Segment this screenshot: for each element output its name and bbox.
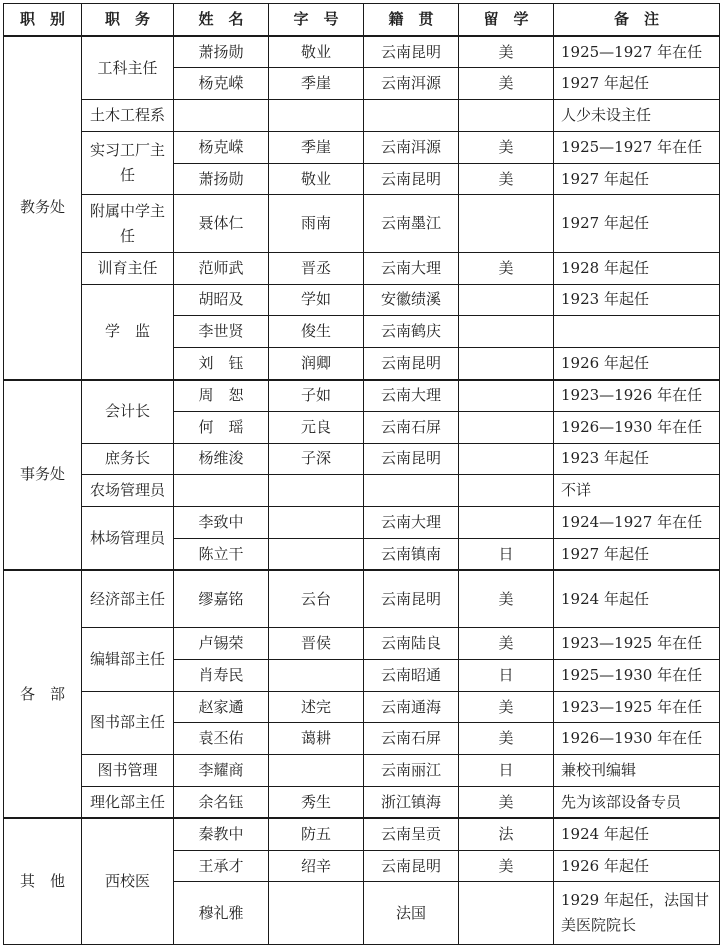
abroad-cell: 美 (459, 131, 554, 163)
abroad-cell (459, 195, 554, 252)
name-cell: 萧扬勋 (174, 163, 269, 195)
post-cell: 学 监 (82, 284, 174, 379)
abroad-cell: 日 (459, 755, 554, 787)
abroad-cell: 美 (459, 68, 554, 100)
courtesy-cell: 蔼耕 (269, 723, 364, 755)
name-cell: 杨克嵘 (174, 68, 269, 100)
note-cell: 1925—1927 年在任 (554, 36, 720, 68)
staff-table (3, 3, 720, 945)
abroad-cell: 美 (459, 252, 554, 284)
table-row (4, 252, 720, 284)
note-cell: 不详 (554, 475, 720, 507)
note-cell: 1925—1927 年在任 (554, 131, 720, 163)
table-row (4, 628, 720, 660)
courtesy-cell (269, 475, 364, 507)
abroad-cell (459, 443, 554, 475)
post-cell: 西校医 (82, 818, 174, 944)
name-cell: 秦教中 (174, 818, 269, 850)
courtesy-cell: 晋侯 (269, 628, 364, 660)
name-cell: 袁丕佑 (174, 723, 269, 755)
name-cell: 聂体仁 (174, 195, 269, 252)
courtesy-cell (269, 882, 364, 945)
origin-cell: 云南石屏 (364, 411, 459, 443)
origin-cell: 云南昆明 (364, 348, 459, 380)
post-cell: 训育主任 (82, 252, 174, 284)
courtesy-cell: 润卿 (269, 348, 364, 380)
courtesy-cell: 学如 (269, 284, 364, 316)
courtesy-cell: 防五 (269, 818, 364, 850)
table-row (4, 755, 720, 787)
courtesy-cell: 俊生 (269, 316, 364, 348)
name-cell: 王承才 (174, 850, 269, 882)
note-cell: 1927 年起任 (554, 163, 720, 195)
origin-cell: 云南丽江 (364, 755, 459, 787)
post-cell: 实习工厂主任 (82, 131, 174, 195)
courtesy-cell: 子如 (269, 380, 364, 412)
origin-cell: 云南昆明 (364, 36, 459, 68)
name-cell: 杨克嵘 (174, 131, 269, 163)
name-cell: 杨维浚 (174, 443, 269, 475)
origin-cell: 云南呈贡 (364, 818, 459, 850)
note-cell: 1923—1925 年在任 (554, 691, 720, 723)
origin-cell: 云南大理 (364, 507, 459, 539)
group-others (4, 818, 720, 944)
courtesy-cell: 雨南 (269, 195, 364, 252)
origin-cell: 云南墨江 (364, 195, 459, 252)
group-general-affairs (4, 380, 720, 571)
origin-cell (364, 100, 459, 132)
name-cell: 周 恕 (174, 380, 269, 412)
origin-cell (364, 475, 459, 507)
abroad-cell (459, 348, 554, 380)
courtesy-cell: 季崖 (269, 131, 364, 163)
post-cell: 附属中学主任 (82, 195, 174, 252)
note-cell: 1927 年起任 (554, 195, 720, 252)
name-cell: 穆礼雅 (174, 882, 269, 945)
note-cell: 1927 年起任 (554, 68, 720, 100)
header-name: 姓 名 (174, 4, 269, 37)
abroad-cell (459, 475, 554, 507)
abroad-cell: 美 (459, 628, 554, 660)
group-academic-affairs (4, 36, 720, 380)
origin-cell: 云南石屏 (364, 723, 459, 755)
note-cell: 兼校刊编辑 (554, 755, 720, 787)
table-row (4, 787, 720, 819)
header-row (4, 4, 720, 37)
note-cell: 1929 年起任，法国甘美医院院长 (554, 882, 720, 945)
abroad-cell (459, 316, 554, 348)
table-header (4, 4, 720, 37)
abroad-cell (459, 507, 554, 539)
name-cell: 何 瑶 (174, 411, 269, 443)
abroad-cell: 法 (459, 818, 554, 850)
courtesy-cell: 云台 (269, 570, 364, 627)
post-cell: 会计长 (82, 380, 174, 444)
courtesy-cell (269, 507, 364, 539)
table-row (4, 36, 720, 68)
abroad-cell: 日 (459, 659, 554, 691)
origin-cell: 安徽绩溪 (364, 284, 459, 316)
courtesy-cell: 绍辛 (269, 850, 364, 882)
post-cell: 编辑部主任 (82, 628, 174, 692)
table-row (4, 131, 720, 163)
abroad-cell (459, 380, 554, 412)
abroad-cell (459, 100, 554, 132)
origin-cell: 云南洱源 (364, 68, 459, 100)
note-cell: 1926 年起任 (554, 348, 720, 380)
courtesy-cell: 季崖 (269, 68, 364, 100)
origin-cell: 云南昆明 (364, 163, 459, 195)
post-cell: 图书管理 (82, 755, 174, 787)
note-cell: 1923 年起任 (554, 284, 720, 316)
name-cell: 刘 钰 (174, 348, 269, 380)
name-cell: 萧扬勋 (174, 36, 269, 68)
table-row (4, 100, 720, 132)
table-row (4, 507, 720, 539)
name-cell: 卢锡荣 (174, 628, 269, 660)
header-abroad: 留 学 (459, 4, 554, 37)
origin-cell: 云南镇南 (364, 538, 459, 570)
name-cell: 陈立干 (174, 538, 269, 570)
post-cell: 农场管理员 (82, 475, 174, 507)
table-row (4, 570, 720, 627)
courtesy-cell: 敬业 (269, 163, 364, 195)
abroad-cell: 美 (459, 163, 554, 195)
note-cell: 1926—1930 年在任 (554, 723, 720, 755)
courtesy-cell: 元良 (269, 411, 364, 443)
name-cell: 范师武 (174, 252, 269, 284)
dept-cell: 教务处 (4, 36, 82, 380)
name-cell: 李世贤 (174, 316, 269, 348)
abroad-cell: 美 (459, 36, 554, 68)
post-cell: 图书部主任 (82, 691, 174, 755)
note-cell: 先为该部设备专员 (554, 787, 720, 819)
note-cell: 1926 年起任 (554, 850, 720, 882)
table-row (4, 195, 720, 252)
header-dept: 职 别 (4, 4, 82, 37)
name-cell: 李耀商 (174, 755, 269, 787)
abroad-cell (459, 882, 554, 945)
abroad-cell: 美 (459, 691, 554, 723)
origin-cell: 云南昭通 (364, 659, 459, 691)
origin-cell: 云南昆明 (364, 850, 459, 882)
origin-cell: 云南大理 (364, 380, 459, 412)
courtesy-cell (269, 755, 364, 787)
header-origin: 籍 贯 (364, 4, 459, 37)
note-cell: 1923—1925 年在任 (554, 628, 720, 660)
header-note: 备 注 (554, 4, 720, 37)
name-cell: 赵家遹 (174, 691, 269, 723)
origin-cell: 法国 (364, 882, 459, 945)
courtesy-cell: 晋丞 (269, 252, 364, 284)
origin-cell: 云南通海 (364, 691, 459, 723)
note-cell: 1926—1930 年在任 (554, 411, 720, 443)
post-cell: 庶务长 (82, 443, 174, 475)
table-row (4, 380, 720, 412)
note-cell: 1923—1926 年在任 (554, 380, 720, 412)
post-cell: 林场管理员 (82, 507, 174, 571)
header-post: 职 务 (82, 4, 174, 37)
abroad-cell: 美 (459, 570, 554, 627)
name-cell (174, 100, 269, 132)
name-cell: 胡昭及 (174, 284, 269, 316)
table-row (4, 818, 720, 850)
note-cell (554, 316, 720, 348)
courtesy-cell: 述完 (269, 691, 364, 723)
name-cell: 肖寿民 (174, 659, 269, 691)
origin-cell: 浙江镇海 (364, 787, 459, 819)
abroad-cell: 美 (459, 787, 554, 819)
abroad-cell (459, 284, 554, 316)
table-row (4, 691, 720, 723)
post-cell: 土木工程系 (82, 100, 174, 132)
origin-cell: 云南昆明 (364, 570, 459, 627)
courtesy-cell (269, 538, 364, 570)
note-cell: 1923 年起任 (554, 443, 720, 475)
courtesy-cell: 秀生 (269, 787, 364, 819)
post-cell: 理化部主任 (82, 787, 174, 819)
post-cell: 经济部主任 (82, 570, 174, 627)
note-cell: 1924—1927 年在任 (554, 507, 720, 539)
name-cell: 李致中 (174, 507, 269, 539)
courtesy-cell: 敬业 (269, 36, 364, 68)
abroad-cell: 美 (459, 723, 554, 755)
origin-cell: 云南鹤庆 (364, 316, 459, 348)
group-departments (4, 570, 720, 818)
dept-cell: 事务处 (4, 380, 82, 571)
table-row (4, 284, 720, 316)
table-row (4, 443, 720, 475)
courtesy-cell: 子深 (269, 443, 364, 475)
note-cell: 1928 年起任 (554, 252, 720, 284)
post-cell: 工科主任 (82, 36, 174, 100)
note-cell: 1924 年起任 (554, 818, 720, 850)
name-cell (174, 475, 269, 507)
origin-cell: 云南昆明 (364, 443, 459, 475)
origin-cell: 云南陆良 (364, 628, 459, 660)
header-courtesy: 字 号 (269, 4, 364, 37)
origin-cell: 云南洱源 (364, 131, 459, 163)
abroad-cell (459, 411, 554, 443)
origin-cell: 云南大理 (364, 252, 459, 284)
name-cell: 缪嘉铭 (174, 570, 269, 627)
abroad-cell: 日 (459, 538, 554, 570)
dept-cell: 其 他 (4, 818, 82, 944)
courtesy-cell (269, 100, 364, 132)
dept-cell: 各 部 (4, 570, 82, 818)
note-cell: 1924 年起任 (554, 570, 720, 627)
table-row (4, 475, 720, 507)
note-cell: 1927 年起任 (554, 538, 720, 570)
name-cell: 余名钰 (174, 787, 269, 819)
note-cell: 人少未设主任 (554, 100, 720, 132)
courtesy-cell (269, 659, 364, 691)
abroad-cell: 美 (459, 850, 554, 882)
note-cell: 1925—1930 年在任 (554, 659, 720, 691)
